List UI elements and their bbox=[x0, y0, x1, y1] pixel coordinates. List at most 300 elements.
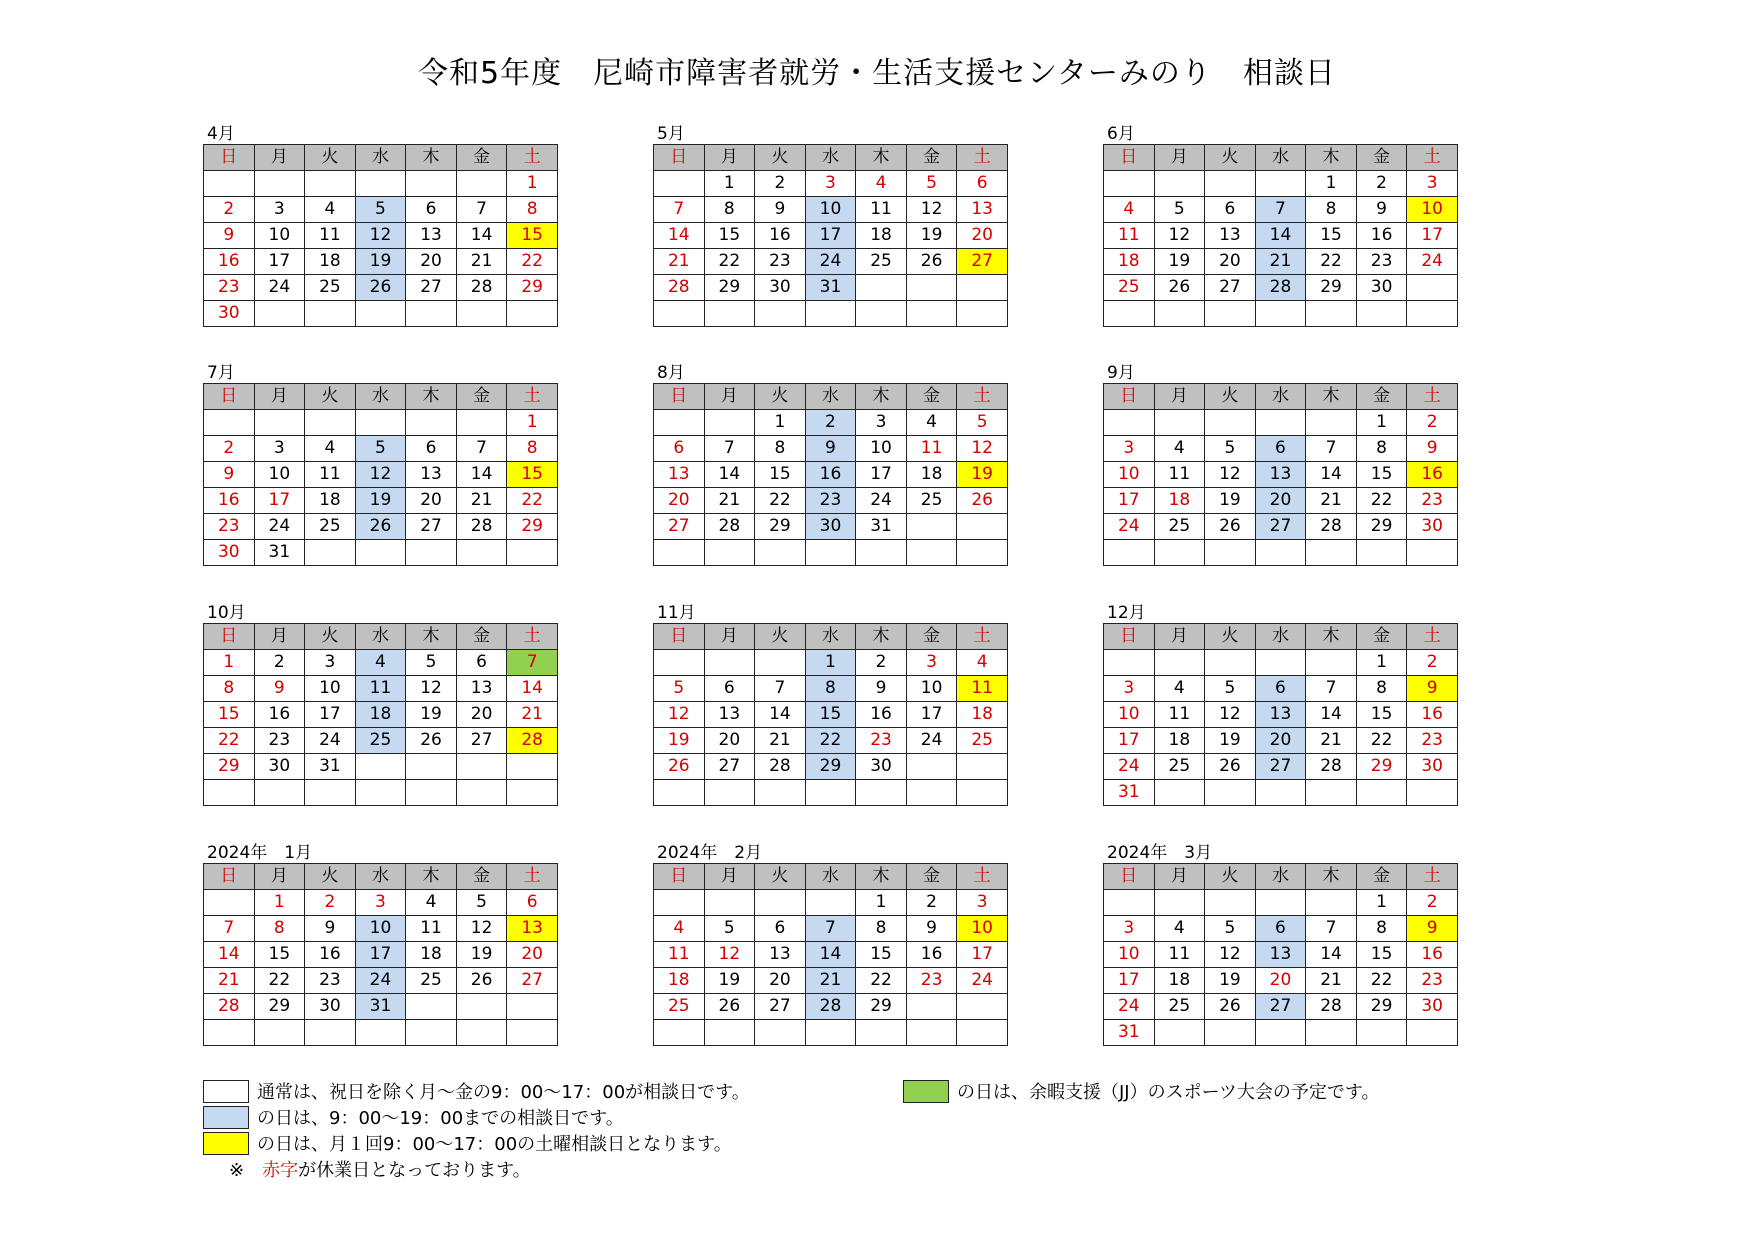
day-cell: 31 bbox=[305, 754, 356, 780]
day-cell: 8 bbox=[856, 916, 907, 942]
day-cell: 9 bbox=[1407, 436, 1458, 462]
day-cell: 28 bbox=[1306, 994, 1357, 1020]
day-cell bbox=[254, 1020, 305, 1046]
day-cell bbox=[1205, 171, 1256, 197]
day-cell: 18 bbox=[305, 249, 356, 275]
day-cell: 14 bbox=[1306, 462, 1357, 488]
day-cell bbox=[1104, 410, 1155, 436]
day-cell bbox=[204, 410, 255, 436]
month-calendar bbox=[653, 124, 1008, 327]
day-cell: 23 bbox=[254, 728, 305, 754]
day-cell: 12 bbox=[1205, 702, 1256, 728]
day-cell bbox=[1154, 650, 1205, 676]
day-cell: 24 bbox=[1407, 249, 1458, 275]
month-label: 2024年 1月 bbox=[207, 843, 313, 863]
day-cell bbox=[456, 994, 507, 1020]
day-cell: 26 bbox=[704, 994, 755, 1020]
day-cell: 3 bbox=[906, 650, 957, 676]
day-cell: 24 bbox=[1104, 514, 1155, 540]
weekday-header: 火 bbox=[305, 145, 356, 171]
day-cell: 29 bbox=[204, 754, 255, 780]
day-cell bbox=[305, 410, 356, 436]
weekday-header: 木 bbox=[406, 864, 457, 890]
day-cell: 12 bbox=[957, 436, 1008, 462]
day-cell: 8 bbox=[204, 676, 255, 702]
day-cell bbox=[805, 890, 856, 916]
weekday-header: 金 bbox=[906, 624, 957, 650]
weekday-header-row bbox=[1104, 145, 1458, 171]
month-label: 8月 bbox=[657, 363, 685, 383]
weekday-header: 日 bbox=[204, 384, 255, 410]
day-cell: 11 bbox=[1154, 942, 1205, 968]
week-row bbox=[654, 275, 1008, 301]
day-cell: 26 bbox=[406, 728, 457, 754]
day-cell: 11 bbox=[654, 942, 705, 968]
day-cell: 19 bbox=[406, 702, 457, 728]
day-cell: 24 bbox=[906, 728, 957, 754]
day-cell: 11 bbox=[305, 223, 356, 249]
day-cell: 24 bbox=[805, 249, 856, 275]
weekday-header: 土 bbox=[1407, 145, 1458, 171]
day-cell bbox=[254, 301, 305, 327]
day-cell bbox=[1255, 780, 1306, 806]
day-cell: 13 bbox=[654, 462, 705, 488]
day-cell: 26 bbox=[1205, 994, 1256, 1020]
day-cell: 4 bbox=[1154, 436, 1205, 462]
day-cell bbox=[957, 994, 1008, 1020]
day-cell: 24 bbox=[355, 968, 406, 994]
day-cell: 15 bbox=[1306, 223, 1357, 249]
day-cell bbox=[1154, 890, 1205, 916]
day-cell: 13 bbox=[456, 676, 507, 702]
day-cell bbox=[654, 890, 705, 916]
weekday-header: 日 bbox=[1104, 624, 1155, 650]
day-cell bbox=[755, 890, 806, 916]
day-cell: 12 bbox=[355, 223, 406, 249]
legend-note bbox=[203, 1156, 750, 1182]
weekday-header: 日 bbox=[654, 145, 705, 171]
day-cell bbox=[1255, 171, 1306, 197]
week-row bbox=[654, 410, 1008, 436]
month-label: 6月 bbox=[1107, 124, 1135, 144]
day-cell: 5 bbox=[1154, 197, 1205, 223]
day-cell: 20 bbox=[704, 728, 755, 754]
green-swatch bbox=[903, 1080, 949, 1103]
day-cell: 22 bbox=[805, 728, 856, 754]
day-cell bbox=[1356, 1020, 1407, 1046]
day-cell: 16 bbox=[1407, 462, 1458, 488]
day-cell bbox=[1104, 650, 1155, 676]
day-cell: 19 bbox=[456, 942, 507, 968]
day-cell bbox=[1205, 1020, 1256, 1046]
day-cell: 13 bbox=[406, 223, 457, 249]
weekday-header-row bbox=[204, 145, 558, 171]
weekday-header: 土 bbox=[507, 624, 558, 650]
day-cell: 20 bbox=[1255, 968, 1306, 994]
weekday-header-row bbox=[204, 384, 558, 410]
day-cell bbox=[456, 754, 507, 780]
day-cell: 11 bbox=[355, 676, 406, 702]
week-row bbox=[204, 171, 558, 197]
day-cell: 17 bbox=[1407, 223, 1458, 249]
day-cell bbox=[856, 780, 907, 806]
day-cell: 28 bbox=[704, 514, 755, 540]
month-table bbox=[203, 623, 558, 806]
day-cell bbox=[654, 540, 705, 566]
day-cell bbox=[1255, 1020, 1306, 1046]
day-cell: 25 bbox=[856, 249, 907, 275]
day-cell: 2 bbox=[1407, 650, 1458, 676]
day-cell: 10 bbox=[254, 223, 305, 249]
day-cell: 22 bbox=[254, 968, 305, 994]
day-cell bbox=[1356, 780, 1407, 806]
day-cell: 16 bbox=[305, 942, 356, 968]
month-label: 9月 bbox=[1107, 363, 1135, 383]
weekday-header: 日 bbox=[204, 864, 255, 890]
month-calendar bbox=[653, 843, 1008, 1046]
day-cell: 8 bbox=[507, 436, 558, 462]
day-cell: 15 bbox=[856, 942, 907, 968]
note-red: 赤字 bbox=[262, 1160, 299, 1181]
weekday-header: 月 bbox=[254, 145, 305, 171]
day-cell: 12 bbox=[654, 702, 705, 728]
day-cell: 1 bbox=[507, 171, 558, 197]
day-cell: 31 bbox=[1104, 1020, 1155, 1046]
day-cell: 2 bbox=[1356, 171, 1407, 197]
month-table bbox=[1103, 144, 1458, 327]
month-table bbox=[1103, 863, 1458, 1046]
day-cell: 9 bbox=[805, 436, 856, 462]
month-label: 11月 bbox=[657, 603, 696, 623]
day-cell bbox=[704, 1020, 755, 1046]
weekday-header: 火 bbox=[755, 864, 806, 890]
day-cell: 1 bbox=[704, 171, 755, 197]
weekday-header: 木 bbox=[856, 624, 907, 650]
day-cell: 2 bbox=[1407, 890, 1458, 916]
day-cell: 6 bbox=[1255, 436, 1306, 462]
day-cell bbox=[856, 540, 907, 566]
week-row bbox=[204, 994, 558, 1020]
day-cell: 17 bbox=[906, 702, 957, 728]
month-table bbox=[1103, 623, 1458, 806]
day-cell bbox=[406, 540, 457, 566]
month-calendar bbox=[653, 363, 1008, 566]
day-cell: 7 bbox=[204, 916, 255, 942]
day-cell: 27 bbox=[1255, 514, 1306, 540]
day-cell bbox=[755, 650, 806, 676]
day-cell: 20 bbox=[406, 488, 457, 514]
day-cell: 13 bbox=[957, 197, 1008, 223]
weekday-header: 金 bbox=[1356, 864, 1407, 890]
week-row bbox=[204, 410, 558, 436]
day-cell: 10 bbox=[355, 916, 406, 942]
week-row bbox=[654, 702, 1008, 728]
day-cell: 28 bbox=[654, 275, 705, 301]
day-cell: 27 bbox=[654, 514, 705, 540]
day-cell: 6 bbox=[1255, 916, 1306, 942]
day-cell bbox=[355, 301, 406, 327]
day-cell: 17 bbox=[305, 702, 356, 728]
day-cell: 28 bbox=[507, 728, 558, 754]
day-cell: 13 bbox=[704, 702, 755, 728]
day-cell: 9 bbox=[1407, 916, 1458, 942]
day-cell: 22 bbox=[755, 488, 806, 514]
weekday-header: 土 bbox=[957, 145, 1008, 171]
weekday-header: 金 bbox=[456, 624, 507, 650]
day-cell: 9 bbox=[204, 462, 255, 488]
day-cell: 29 bbox=[1356, 514, 1407, 540]
day-cell: 21 bbox=[1255, 249, 1306, 275]
legend-blue bbox=[203, 1104, 750, 1130]
day-cell: 25 bbox=[406, 968, 457, 994]
week-row bbox=[1104, 916, 1458, 942]
day-cell: 1 bbox=[507, 410, 558, 436]
day-cell bbox=[305, 171, 356, 197]
month-table bbox=[203, 863, 558, 1046]
day-cell: 31 bbox=[355, 994, 406, 1020]
day-cell bbox=[1407, 780, 1458, 806]
weekday-header: 金 bbox=[906, 864, 957, 890]
day-cell: 24 bbox=[254, 275, 305, 301]
day-cell: 17 bbox=[805, 223, 856, 249]
day-cell: 11 bbox=[957, 676, 1008, 702]
day-cell bbox=[906, 780, 957, 806]
weekday-header: 土 bbox=[507, 145, 558, 171]
day-cell: 27 bbox=[456, 728, 507, 754]
day-cell bbox=[805, 1020, 856, 1046]
day-cell: 29 bbox=[805, 754, 856, 780]
weekday-header: 日 bbox=[204, 145, 255, 171]
weekday-header: 金 bbox=[906, 384, 957, 410]
day-cell: 7 bbox=[456, 197, 507, 223]
day-cell: 28 bbox=[1306, 754, 1357, 780]
day-cell: 4 bbox=[906, 410, 957, 436]
day-cell: 3 bbox=[305, 650, 356, 676]
day-cell: 14 bbox=[704, 462, 755, 488]
day-cell: 12 bbox=[906, 197, 957, 223]
day-cell bbox=[805, 301, 856, 327]
weekday-header: 土 bbox=[1407, 384, 1458, 410]
day-cell: 10 bbox=[305, 676, 356, 702]
day-cell: 10 bbox=[1104, 462, 1155, 488]
weekday-header: 水 bbox=[355, 145, 406, 171]
day-cell: 18 bbox=[957, 702, 1008, 728]
day-cell: 20 bbox=[507, 942, 558, 968]
day-cell bbox=[906, 540, 957, 566]
day-cell bbox=[654, 171, 705, 197]
day-cell: 1 bbox=[805, 650, 856, 676]
weekday-header: 火 bbox=[305, 864, 356, 890]
month-calendar bbox=[1103, 124, 1458, 327]
day-cell bbox=[254, 780, 305, 806]
day-cell: 3 bbox=[805, 171, 856, 197]
day-cell: 30 bbox=[204, 301, 255, 327]
weekday-header: 日 bbox=[654, 864, 705, 890]
day-cell: 29 bbox=[1306, 275, 1357, 301]
day-cell: 11 bbox=[856, 197, 907, 223]
month-table bbox=[653, 383, 1008, 566]
day-cell: 25 bbox=[654, 994, 705, 1020]
note-suffix: が休業日となっております。 bbox=[298, 1160, 531, 1181]
day-cell: 3 bbox=[1104, 916, 1155, 942]
day-cell: 9 bbox=[1407, 676, 1458, 702]
day-cell: 21 bbox=[1306, 968, 1357, 994]
day-cell: 30 bbox=[204, 540, 255, 566]
month-calendar bbox=[203, 843, 558, 1046]
day-cell: 24 bbox=[254, 514, 305, 540]
day-cell bbox=[254, 410, 305, 436]
day-cell: 23 bbox=[906, 968, 957, 994]
legend bbox=[203, 1078, 750, 1182]
day-cell: 2 bbox=[1407, 410, 1458, 436]
week-row bbox=[204, 436, 558, 462]
day-cell bbox=[204, 171, 255, 197]
weekday-header: 月 bbox=[254, 384, 305, 410]
weekday-header: 月 bbox=[1154, 145, 1205, 171]
day-cell: 6 bbox=[654, 436, 705, 462]
day-cell: 3 bbox=[1104, 676, 1155, 702]
day-cell: 5 bbox=[355, 197, 406, 223]
week-row bbox=[1104, 171, 1458, 197]
day-cell: 15 bbox=[204, 702, 255, 728]
day-cell bbox=[1407, 301, 1458, 327]
day-cell: 22 bbox=[507, 249, 558, 275]
legend-blue-text: の日は、9：00～19：00までの相談日です。 bbox=[257, 1108, 624, 1129]
day-cell bbox=[305, 540, 356, 566]
day-cell: 21 bbox=[1306, 728, 1357, 754]
day-cell: 6 bbox=[406, 197, 457, 223]
weekday-header: 木 bbox=[856, 384, 907, 410]
day-cell: 30 bbox=[805, 514, 856, 540]
weekday-header: 水 bbox=[355, 864, 406, 890]
day-cell: 16 bbox=[805, 462, 856, 488]
day-cell bbox=[704, 301, 755, 327]
day-cell: 21 bbox=[507, 702, 558, 728]
day-cell: 21 bbox=[755, 728, 806, 754]
day-cell: 14 bbox=[654, 223, 705, 249]
week-row bbox=[1104, 676, 1458, 702]
day-cell bbox=[805, 780, 856, 806]
day-cell: 10 bbox=[906, 676, 957, 702]
week-row bbox=[1104, 301, 1458, 327]
weekday-header: 月 bbox=[704, 624, 755, 650]
day-cell: 5 bbox=[1205, 436, 1256, 462]
day-cell bbox=[355, 754, 406, 780]
day-cell: 22 bbox=[204, 728, 255, 754]
day-cell bbox=[456, 540, 507, 566]
day-cell bbox=[1154, 410, 1205, 436]
month-label: 10月 bbox=[207, 603, 246, 623]
week-row bbox=[654, 1020, 1008, 1046]
day-cell: 17 bbox=[254, 488, 305, 514]
day-cell: 19 bbox=[1205, 968, 1256, 994]
day-cell bbox=[704, 540, 755, 566]
week-row bbox=[204, 968, 558, 994]
week-row bbox=[204, 890, 558, 916]
day-cell: 25 bbox=[1154, 994, 1205, 1020]
day-cell: 3 bbox=[254, 436, 305, 462]
day-cell: 29 bbox=[755, 514, 806, 540]
day-cell: 2 bbox=[254, 650, 305, 676]
week-row bbox=[204, 942, 558, 968]
weekday-header: 水 bbox=[355, 624, 406, 650]
day-cell: 16 bbox=[755, 223, 806, 249]
day-cell: 4 bbox=[654, 916, 705, 942]
day-cell: 3 bbox=[1104, 436, 1155, 462]
day-cell: 29 bbox=[254, 994, 305, 1020]
day-cell: 30 bbox=[755, 275, 806, 301]
day-cell: 3 bbox=[856, 410, 907, 436]
day-cell: 9 bbox=[755, 197, 806, 223]
weekday-header: 木 bbox=[1306, 624, 1357, 650]
day-cell bbox=[1255, 540, 1306, 566]
day-cell: 1 bbox=[856, 890, 907, 916]
month-calendar bbox=[203, 363, 558, 566]
day-cell: 11 bbox=[1154, 462, 1205, 488]
week-row bbox=[654, 436, 1008, 462]
week-row bbox=[204, 1020, 558, 1046]
day-cell: 25 bbox=[957, 728, 1008, 754]
day-cell: 30 bbox=[1407, 754, 1458, 780]
day-cell bbox=[906, 754, 957, 780]
day-cell: 16 bbox=[204, 249, 255, 275]
month-table bbox=[653, 144, 1008, 327]
day-cell: 31 bbox=[856, 514, 907, 540]
day-cell: 29 bbox=[1356, 754, 1407, 780]
weekday-header: 土 bbox=[957, 384, 1008, 410]
day-cell: 27 bbox=[1255, 754, 1306, 780]
week-row bbox=[654, 488, 1008, 514]
week-row bbox=[1104, 702, 1458, 728]
day-cell: 30 bbox=[1407, 514, 1458, 540]
day-cell: 31 bbox=[1104, 780, 1155, 806]
day-cell: 23 bbox=[856, 728, 907, 754]
week-row bbox=[1104, 968, 1458, 994]
weekday-header: 木 bbox=[1306, 145, 1357, 171]
weekday-header: 木 bbox=[406, 384, 457, 410]
day-cell bbox=[755, 301, 806, 327]
day-cell: 27 bbox=[1205, 275, 1256, 301]
day-cell bbox=[507, 780, 558, 806]
week-row bbox=[654, 916, 1008, 942]
day-cell: 20 bbox=[456, 702, 507, 728]
day-cell: 18 bbox=[654, 968, 705, 994]
day-cell: 13 bbox=[1255, 462, 1306, 488]
week-row bbox=[1104, 488, 1458, 514]
weekday-header: 水 bbox=[805, 145, 856, 171]
day-cell bbox=[456, 780, 507, 806]
weekday-header-row bbox=[204, 864, 558, 890]
day-cell bbox=[805, 540, 856, 566]
day-cell bbox=[906, 994, 957, 1020]
day-cell: 10 bbox=[805, 197, 856, 223]
weekday-header: 金 bbox=[1356, 624, 1407, 650]
day-cell: 7 bbox=[704, 436, 755, 462]
day-cell: 2 bbox=[805, 410, 856, 436]
day-cell bbox=[957, 301, 1008, 327]
week-row bbox=[1104, 780, 1458, 806]
day-cell: 6 bbox=[1255, 676, 1306, 702]
day-cell bbox=[755, 540, 806, 566]
day-cell: 17 bbox=[355, 942, 406, 968]
day-cell bbox=[305, 301, 356, 327]
day-cell: 9 bbox=[906, 916, 957, 942]
week-row bbox=[654, 890, 1008, 916]
day-cell bbox=[704, 410, 755, 436]
day-cell: 8 bbox=[1356, 436, 1407, 462]
day-cell: 10 bbox=[1104, 942, 1155, 968]
day-cell bbox=[456, 410, 507, 436]
